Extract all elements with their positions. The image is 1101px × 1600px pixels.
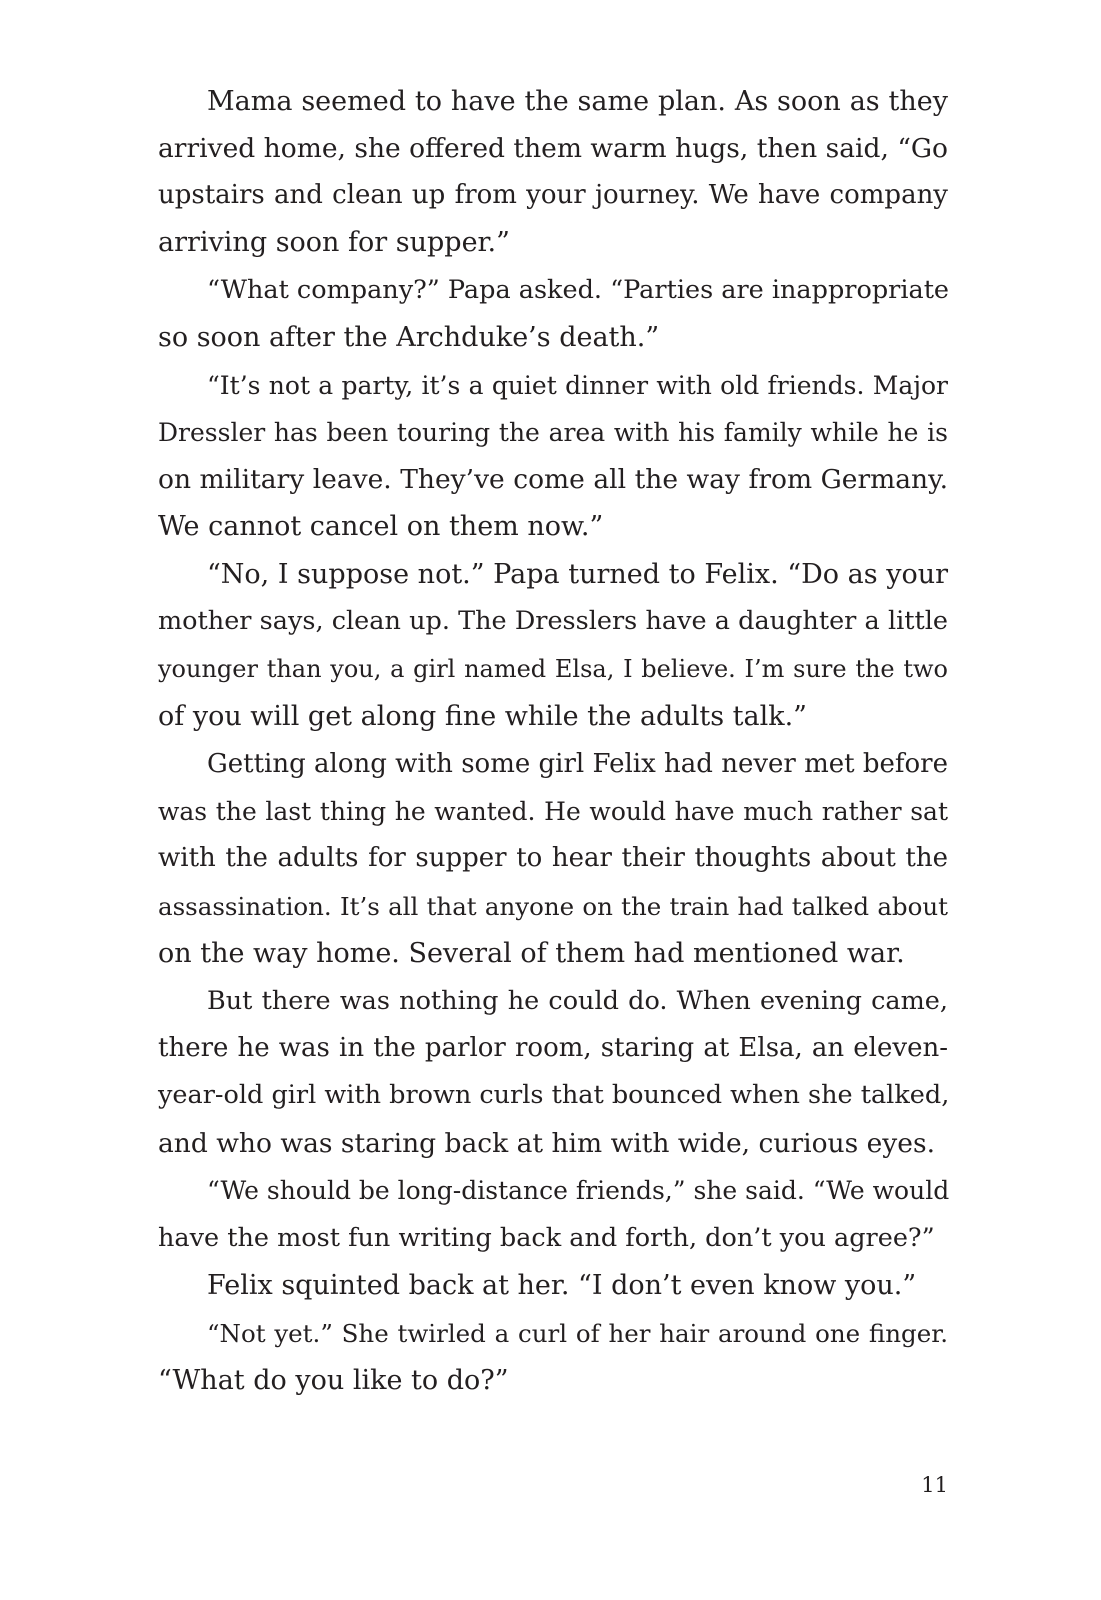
text-line: there he was in the parlor room, staring at Elsa, an eleven- xyxy=(158,1033,948,1063)
text-line: But there was nothing he could do. When evening came, xyxy=(207,986,948,1016)
text-line: so soon after the Archduke’s death.” xyxy=(158,322,660,353)
text-line: arriving soon for supper.” xyxy=(158,227,510,258)
text-line: “Not yet.” She twirled a curl of her hair around one finger. xyxy=(207,1319,948,1348)
text-line: year-old girl with brown curls that bounced when she talked, xyxy=(158,1080,950,1110)
text-line: with the adults for supper to hear their thoughts about the xyxy=(158,843,948,873)
text-line: younger than you, a girl named Elsa, I believe. I’m sure the two xyxy=(158,655,948,683)
text-line: on military leave. They’ve come all the way from Germany. xyxy=(158,464,948,495)
text-line: have the most fun writing back and forth, don’t you agree?” xyxy=(158,1223,935,1253)
text-line: “No, I suppose not.” Papa turned to Felix. “Do as your xyxy=(207,559,948,590)
text-line: and who was staring back at him with wide, curious eyes. xyxy=(158,1128,935,1159)
page-number: 11 xyxy=(921,1473,948,1497)
text-line: upstairs and clean up from your journey. We have company xyxy=(158,180,948,210)
text-line: “We should be long-distance friends,” she said. “We would xyxy=(207,1176,950,1205)
text-line: Mama seemed to have the same plan. As soon as they xyxy=(207,86,948,117)
text-line: on the way home. Several of them had mentioned war. xyxy=(158,938,905,969)
text-line: Dressler has been touring the area with his family while he is xyxy=(158,418,948,447)
text-line: of you will get along fine while the adults talk.” xyxy=(158,701,807,732)
text-line: was the last thing he wanted. He would have much rather sat xyxy=(158,797,948,826)
text-line: arrived home, she offered them warm hugs, then said, “Go xyxy=(158,133,948,164)
text-line: Felix squinted back at her. “I don’t even know you.” xyxy=(207,1270,917,1301)
text-line: “What do you like to do?” xyxy=(158,1365,509,1396)
text-line: “What company?” Papa asked. “Parties are inappropriate xyxy=(207,275,950,305)
text-line: mother says, clean up. The Dresslers have a daughter a little xyxy=(158,606,948,636)
text-line: “It’s not a party, it’s a quiet dinner with old friends. Major xyxy=(207,371,948,400)
text-line: We cannot cancel on them now.” xyxy=(158,511,604,542)
text-line: assassination. It’s all that anyone on the train had talked about xyxy=(158,892,948,921)
text-line: Getting along with some girl Felix had never met before xyxy=(207,749,948,779)
